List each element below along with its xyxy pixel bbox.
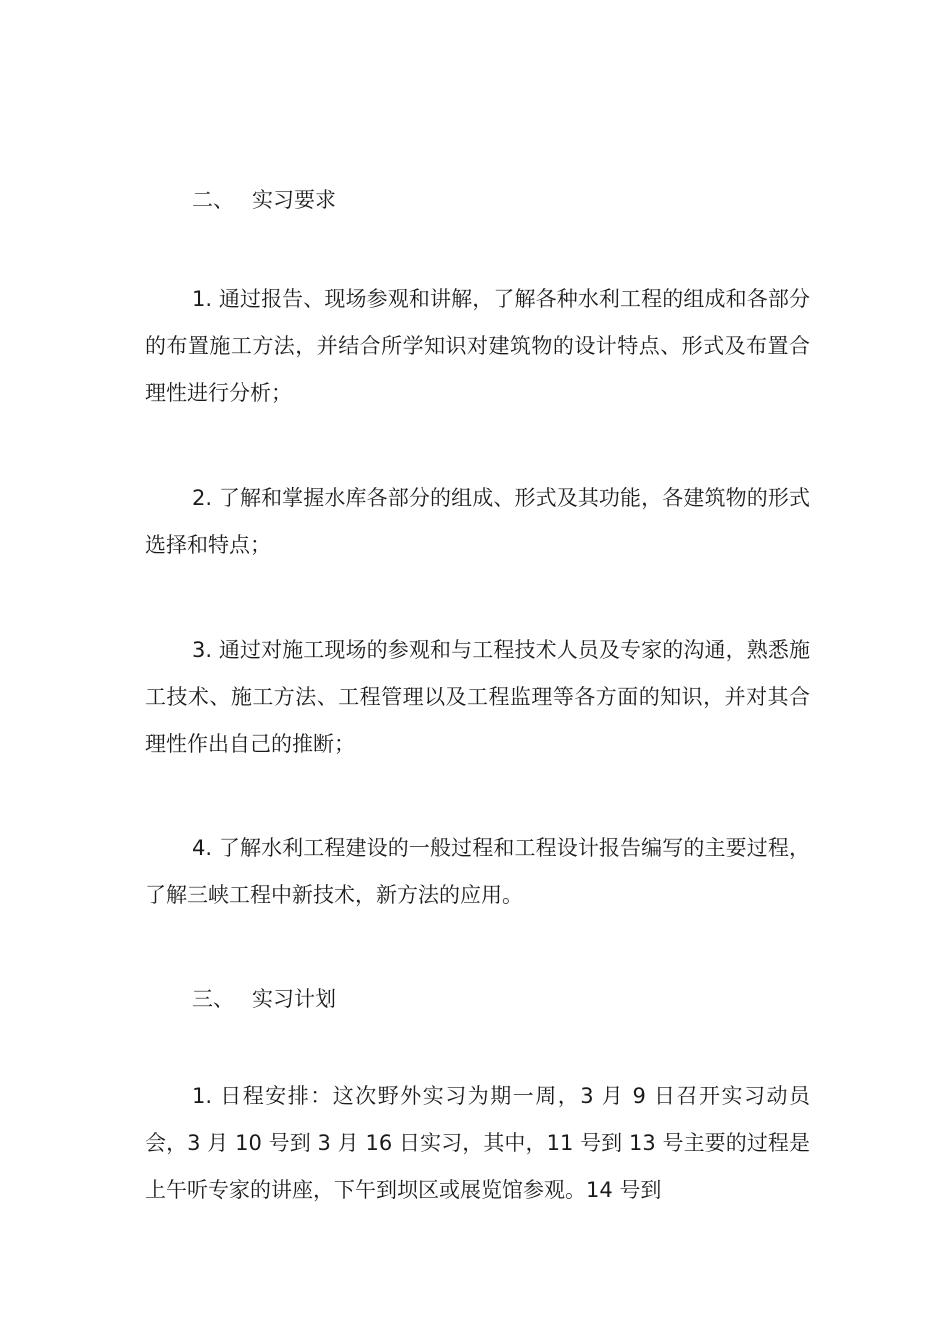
section-title: 实习要求 [252,188,336,212]
requirement-item-2: 2. 了解和掌握水库各部分的组成、形式及其功能，各建筑物的形式选择和特点； [145,486,810,557]
section-number: 三、 [192,987,234,1011]
requirement-item-1: 1. 通过报告、现场参观和讲解，了解各种水利工程的组成和各部分的布置施工方法，并结合所学知识对建筑物的设计特点、形式及布置合理性进行分析； [145,287,810,405]
requirement-item-3: 3. 通过对施工现场的参观和与工程技术人员及专家的沟通，熟悉施工技术、施工方法、工程管理以及工程监理等各方面的知识，并对其合理性作出自己的推断； [145,638,810,756]
section-number: 二、 [192,188,234,212]
section-heading-plan [192,984,336,1014]
section-title: 实习计划 [252,987,336,1011]
requirement-item-4: 4. 了解水利工程建设的一般过程和工程设计报告编写的主要过程，了解三峡工程中新技术，新方法的应用。 [145,836,810,907]
plan-item-1: 1. 日程安排：这次野外实习为期一周，3 月 9 日召开实习动员会，3 月 10 号到 3 月 16 日实习，其中，11 号到 13 号主要的过程是上午听专家的讲座，下午到坝区或展览馆参观。14 号到 [145,1084,810,1202]
section-heading-requirements [192,185,336,215]
